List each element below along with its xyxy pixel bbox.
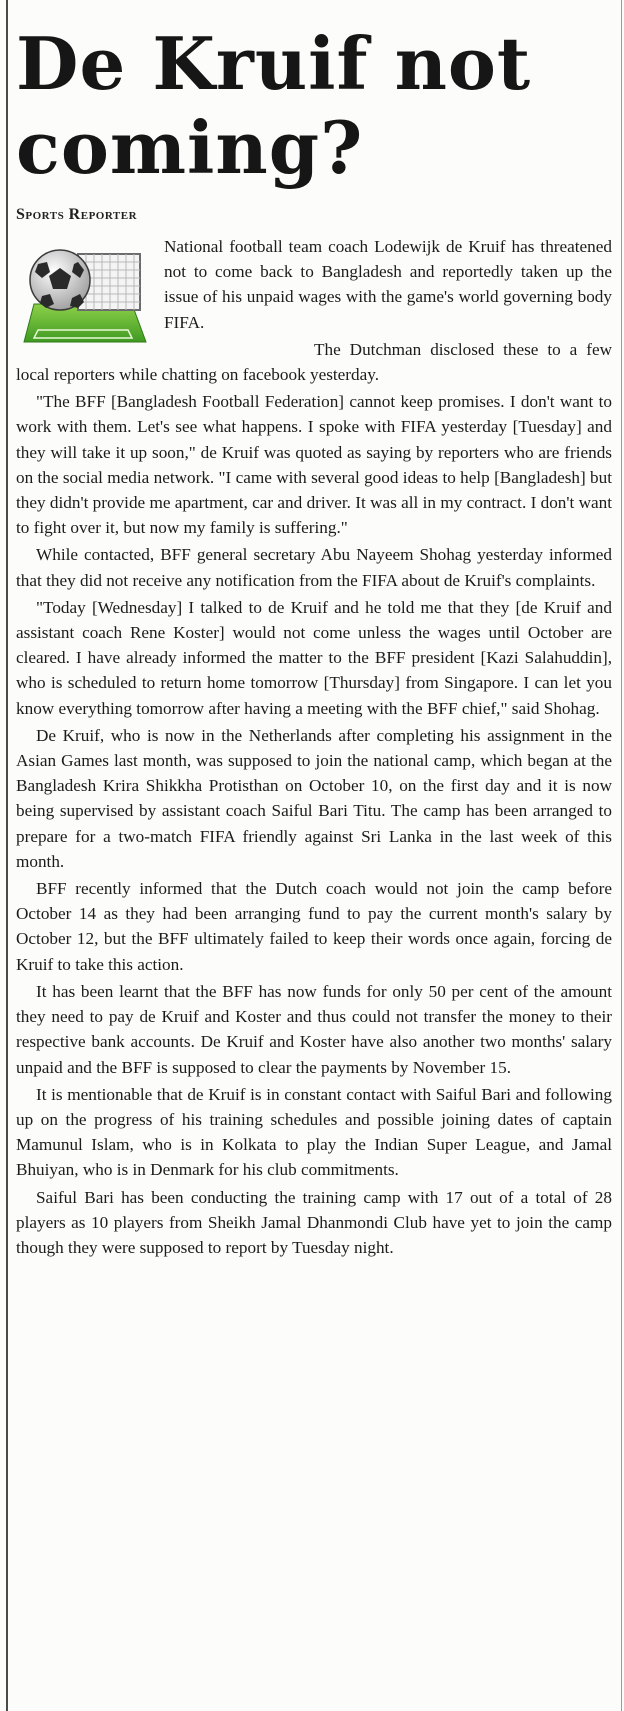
column-rule-right [621, 0, 622, 1711]
article [16, 0, 612, 1262]
paragraph: "Today [Wednesday] I talked to de Kruif and he told me that they [de Kruif and assistant coach Rene Koster] would not come unless the wages until October are cleared. I have already informed the matter to the BFF president [Kazi Salahuddin], who is scheduled to return home tomorrow [Thursday] from Singapore. I can let you know everything tomorrow after having a meeting with the BFF chief," said Shohag. [16, 597, 612, 718]
paragraph: BFF recently informed that the Dutch coach would not join the camp before October 14 as they had been arranging fund to pay the current month's salary by October 12, but the BFF ultimately failed to keep their words once again, forcing de Kruif to take this action. [16, 879, 612, 974]
paragraph: "The BFF [Bangladesh Football Federation] cannot keep promises. I don't want to work with them. Let's see what happens. I spoke with FIFA yesterday [Tuesday] and they will take it up soon," de Kruif was quoted as saying by reporters who are friends on the social media network. "I came with several good ideas to help [Bangladesh] but they didn't provide me apartment, car and driver. It was all in my contract. I don't want to fight over it, but now my family is suffering." [16, 392, 612, 538]
paragraph: Saiful Bari has been conducting the training camp with 17 out of a total of 28 players as 10 players from Sheikh Jamal Dhanmondi Club have yet to join the camp though they were supposed to report by Tuesday night. [16, 1187, 612, 1257]
football-goal-icon [20, 238, 150, 350]
byline: Sports Reporter [16, 206, 138, 223]
paragraph: It is mentionable that de Kruif is in constant contact with Saiful Bari and following up on the progress of his training schedules and possible joining dates of captain Mamunul Islam, who is in Kolkata to play the Indian Super League, and Jamal Bhuiyan, who is in Denmark for his club commitments. [16, 1084, 612, 1180]
headline: De Kruif not coming? [16, 21, 532, 190]
paragraph: De Kruif, who is now in the Netherlands after completing his assignment in the Asian Games last month, was supposed to join the national camp, which began at the Bangladesh Krira Shikkha Protisthan on October 10, on the first day and it is now being supervised by assistant coach Saiful Bari Titu. The camp has been arranged to prepare for a two-match FIFA friendly against Sri Lanka in the last week of this month. [16, 725, 612, 871]
paragraph: While contacted, BFF general secretary Abu Nayeem Shohag yesterday informed that they did not receive any notification from the FIFA about de Kruif's complaints. [16, 545, 612, 590]
paragraph: The Dutchman disclosed these to a few local reporters while chatting on facebook yesterday. [16, 339, 612, 385]
paragraph: It has been learnt that the BFF has now funds for only 50 per cent of the amount they need to pay de Kruif and Koster and thus could not transfer the money to their respective bank accounts. De Kruif and Koster have also another two months' salary unpaid and the BFF is supposed to clear the payments by November 15. [16, 981, 612, 1077]
paragraph: National football team coach Lodewijk de Kruif has threatened not to come back to Bangladesh and reportedly taken up the issue of his unpaid wages with the game's world governing body FIFA. [164, 237, 612, 332]
column-rule-left [6, 0, 8, 1711]
article-body [16, 234, 612, 1260]
